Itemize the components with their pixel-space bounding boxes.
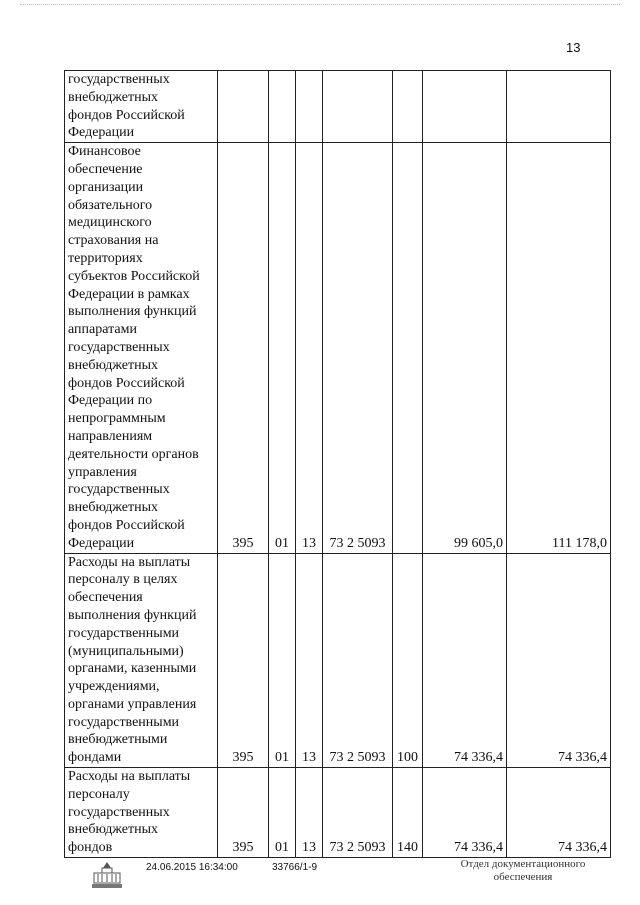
cell-vr: 100 [393, 553, 423, 768]
cell-csr [323, 71, 393, 143]
footer-doc-number: 33766/1-9 [272, 862, 318, 873]
cell-sum2: 74 336,4 [507, 768, 611, 858]
duma-building-icon [90, 860, 124, 893]
cell-sum2 [507, 71, 611, 143]
cell-csr: 73 2 5093 [323, 553, 393, 768]
cell-ved [218, 71, 269, 143]
cell-sum1: 74 336,4 [423, 553, 507, 768]
row-name: Расходы на выплаты персоналу в целях обеспечения выполнения функций государственными (муниципальными) органами, казенными учреждениями, органами управления государственными внебюджетными фондами [65, 553, 218, 768]
cell-rz: 01 [269, 143, 296, 553]
footer-department-stamp: Отдел документационного обеспечения [460, 858, 586, 883]
footer-date: 24.06.2015 16:34:00 [146, 862, 238, 873]
cell-csr: 73 2 5093 [323, 768, 393, 858]
cell-pr: 13 [296, 768, 323, 858]
cell-vr [393, 71, 423, 143]
cell-pr [296, 71, 323, 143]
table-row [65, 553, 611, 768]
cell-vr: 140 [393, 768, 423, 858]
cell-pr: 13 [296, 553, 323, 768]
cell-rz [269, 71, 296, 143]
cell-sum2: 111 178,0 [507, 143, 611, 553]
budget-table [64, 70, 611, 858]
cell-sum1: 99 605,0 [423, 143, 507, 553]
cell-ved: 395 [218, 553, 269, 768]
cell-ved: 395 [218, 768, 269, 858]
cell-sum1: 74 336,4 [423, 768, 507, 858]
cell-rz: 01 [269, 553, 296, 768]
cell-ved: 395 [218, 143, 269, 553]
cell-vr [393, 143, 423, 553]
table-row [65, 143, 611, 553]
row-name: Финансовое обеспечение организации обязательного медицинского страхования на территориях субъектов Российской Федерации в рамках выполнения функций аппаратами государственных внебюджетных фондов Российской Федерации по непрограммным направлениям деятельности органов управления государственных внебюджетных фондов Российской Федерации [65, 143, 218, 553]
row-name: государственных внебюджетных фондов Российской Федерации [65, 71, 218, 143]
scan-edge-dots [20, 4, 620, 7]
cell-sum1 [423, 71, 507, 143]
cell-sum2: 74 336,4 [507, 553, 611, 768]
table-row [65, 768, 611, 858]
cell-csr: 73 2 5093 [323, 143, 393, 553]
cell-rz: 01 [269, 768, 296, 858]
cell-pr: 13 [296, 143, 323, 553]
page-number: 13 [566, 40, 581, 55]
table-row [65, 71, 611, 143]
row-name: Расходы на выплаты персоналу государственных внебюджетных фондов [65, 768, 218, 858]
footer [0, 858, 640, 898]
